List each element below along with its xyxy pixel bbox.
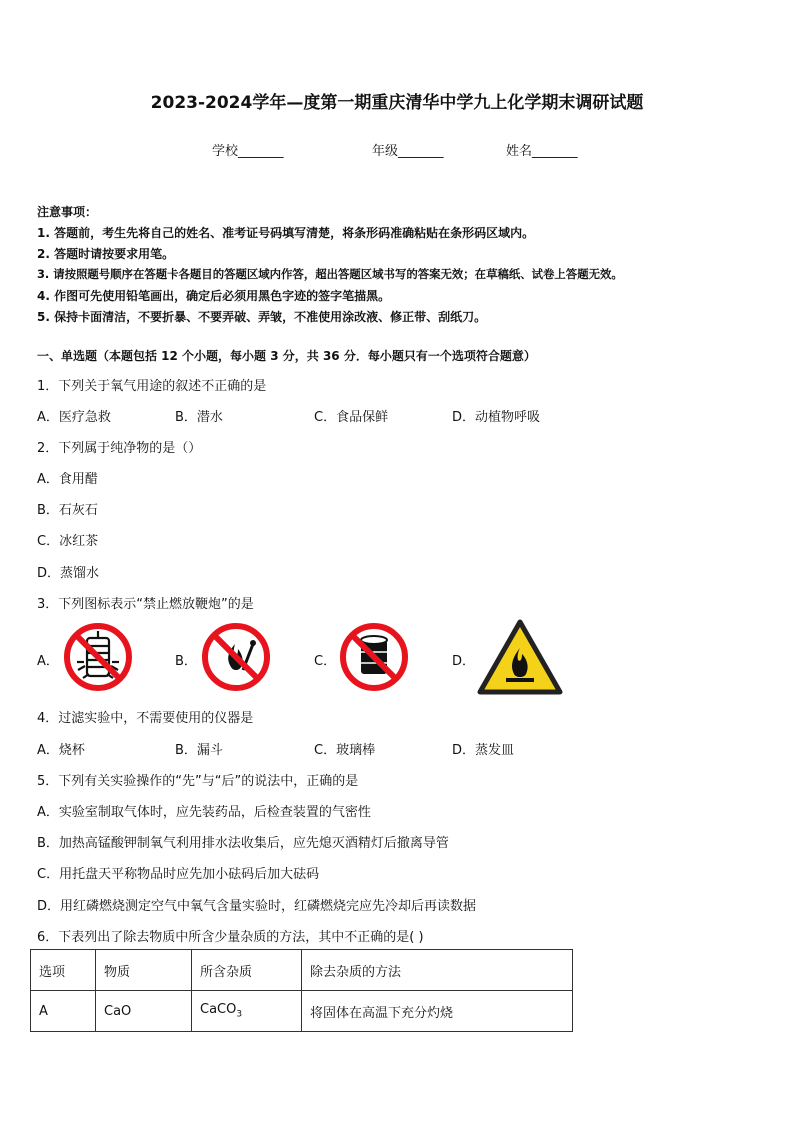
table-cell-method: 将固体在高温下充分灼烧 (302, 991, 573, 1032)
q2-option-a[interactable]: A．食用醋 (37, 472, 98, 487)
q4-option-a[interactable]: A．烧杯 (37, 743, 85, 758)
no-firecrackers-icon[interactable] (63, 622, 133, 692)
notice-item: 5. 保持卡面清洁，不要折暴、不要弄破、弄皱，不准使用涂改液、修正带、刮纸刀。 (37, 310, 487, 324)
notice-heading: 注意事项： (37, 205, 98, 219)
q1-option-c[interactable]: C．食品保鲜 (314, 410, 389, 425)
notice-item: 4. 作图可先使用铅笔画出，确定后必须用黑色字迹的签字笔描黑。 (37, 289, 391, 303)
question-3-stem: 3．下列图标表示“禁止燃放鞭炮”的是 (37, 597, 254, 612)
q3-option-d[interactable]: D． (452, 654, 476, 669)
q2-option-d[interactable]: D．蒸馏水 (37, 566, 100, 581)
table-header-row (31, 950, 573, 991)
flammable-warning-icon[interactable] (476, 618, 564, 698)
q5-option-a[interactable]: A．实验室制取气体时，应先装药品，后检查装置的气密性 (37, 805, 371, 820)
q1-option-b[interactable]: B．潜水 (175, 410, 223, 425)
q4-option-b[interactable]: B．漏斗 (175, 743, 223, 758)
q2-option-b[interactable]: B．石灰石 (37, 503, 98, 518)
q4-option-d[interactable]: D．蒸发皿 (452, 743, 515, 758)
impurity-subscript: 3 (236, 1009, 243, 1020)
table-header-cell: 选项 (31, 950, 96, 991)
grade-field[interactable]: 年级_______ (372, 144, 444, 159)
section-heading: 一、单选题（本题包括 12 个小题，每小题 3 分，共 36 分．每小题只有一个选项符合题意） (37, 349, 536, 363)
table-cell-impurity (192, 991, 302, 1032)
impurity-table (30, 949, 573, 1032)
impurity-formula: CaCO (200, 1002, 237, 1018)
q3-option-c[interactable]: C． (314, 654, 337, 669)
q4-option-c[interactable]: C．玻璃棒 (314, 743, 376, 758)
no-open-flame-icon[interactable] (201, 622, 271, 692)
table-header-cell: 除去杂质的方法 (302, 950, 573, 991)
q3-option-a[interactable]: A． (37, 654, 59, 669)
no-explosives-icon[interactable] (339, 622, 409, 692)
question-1-stem: 1．下列关于氧气用途的叙述不正确的是 (37, 379, 267, 394)
table-header-cell: 物质 (96, 950, 192, 991)
notice-item: 3. 请按照题号顺序在答题卡各题目的答题区域内作答，超出答题区域书写的答案无效；在草稿纸、试卷上答题无效。 (37, 267, 623, 281)
q5-option-d[interactable]: D．用红磷燃烧测定空气中氧气含量实验时，红磷燃烧完应先冷却后再读数据 (37, 899, 477, 914)
q2-option-c[interactable]: C．冰红茶 (37, 534, 99, 549)
name-field[interactable]: 姓名_______ (506, 144, 578, 159)
q3-option-b[interactable]: B． (175, 654, 197, 669)
table-cell-option: A (31, 991, 96, 1032)
page-title: 2023-2024学年—度第一期重庆清华中学九上化学期末调研试题 (150, 93, 644, 113)
q1-option-d[interactable]: D．动植物呼吸 (452, 410, 541, 425)
question-6-stem: 6．下表列出了除去物质中所含少量杂质的方法，其中不正确的是( ) (37, 930, 424, 945)
table-header-cell: 所含杂质 (192, 950, 302, 991)
table-row (31, 991, 573, 1032)
notice-item: 2. 答题时请按要求用笔。 (37, 247, 175, 261)
notice-item: 1. 答题前，考生先将自己的姓名、准考证号码填写清楚，将条形码准确粘贴在条形码区域内。 (37, 226, 535, 240)
q1-option-a[interactable]: A．医疗急救 (37, 410, 111, 425)
question-2-stem: 2．下列属于纯净物的是（） (37, 441, 202, 456)
question-5-stem: 5．下列有关实验操作的“先”与“后”的说法中，正确的是 (37, 774, 359, 789)
question-4-stem: 4．过滤实验中，不需要使用的仪器是 (37, 711, 254, 726)
q5-option-c[interactable]: C．用托盘天平称物品时应先加小砝码后加大砝码 (37, 867, 320, 882)
q5-option-b[interactable]: B．加热高锰酸钾制氧气利用排水法收集后，应先熄灭酒精灯后撤离导管 (37, 836, 449, 851)
table-cell-substance: CaO (96, 991, 192, 1032)
school-field[interactable]: 学校_______ (212, 144, 284, 159)
